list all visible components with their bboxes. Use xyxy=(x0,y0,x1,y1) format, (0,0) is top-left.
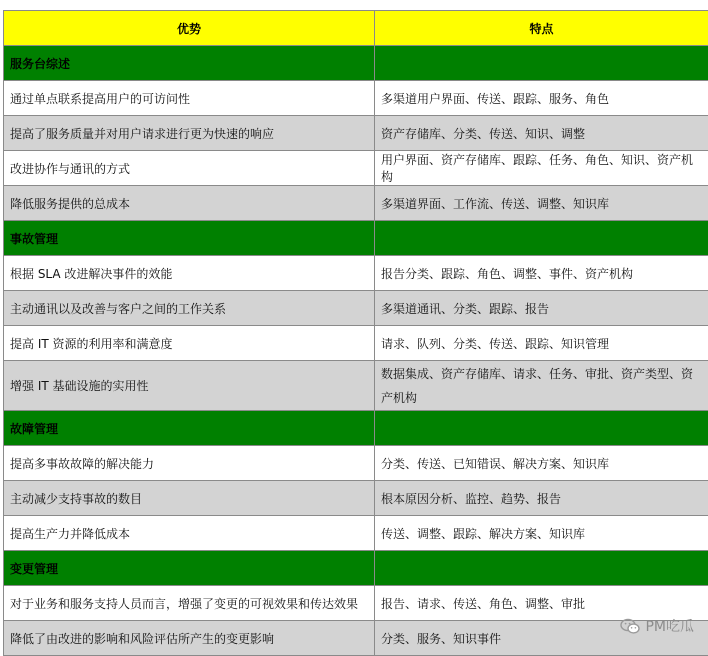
feature-cell: 请求、队列、分类、传送、跟踪、知识管理 xyxy=(375,326,708,361)
advantage-cell: 通过单点联系提高用户的可访问性 xyxy=(4,81,375,116)
advantage-cell: 提高多事故故障的解决能力 xyxy=(4,446,375,481)
feature-cell: 多渠道界面、工作流、传送、调整、知识库 xyxy=(375,186,708,221)
section-row xyxy=(4,551,708,586)
feature-cell: 多渠道用户界面、传送、跟踪、服务、角色 xyxy=(375,81,708,116)
table-row xyxy=(4,186,708,221)
section-row xyxy=(4,221,708,256)
table-row xyxy=(4,116,708,151)
advantage-cell: 主动通讯以及改善与客户之间的工作关系 xyxy=(4,291,375,326)
table-row xyxy=(4,586,708,621)
table-row xyxy=(4,361,708,411)
advantage-cell: 对于业务和服务支持人员而言，增强了变更的可视效果和传达效果 xyxy=(4,586,375,621)
table-row xyxy=(4,446,708,481)
advantage-cell: 根据 SLA 改进解决事件的效能 xyxy=(4,256,375,291)
table-row xyxy=(4,326,708,361)
feature-cell: 报告、请求、传送、角色、调整、审批 xyxy=(375,586,708,621)
advantage-cell: 提高生产力并降低成本 xyxy=(4,516,375,551)
section-title: 事故管理 xyxy=(4,221,375,256)
table-row xyxy=(4,516,708,551)
advantage-cell: 降低服务提供的总成本 xyxy=(4,186,375,221)
section-title: 变更管理 xyxy=(4,551,375,586)
table-row xyxy=(4,291,708,326)
advantage-cell: 主动减少支持事故的数目 xyxy=(4,481,375,516)
feature-cell: 分类、传送、已知错误、解决方案、知识库 xyxy=(375,446,708,481)
table-row xyxy=(4,256,708,291)
table-row xyxy=(4,81,708,116)
advantage-cell: 提高 IT 资源的利用率和满意度 xyxy=(4,326,375,361)
advantage-cell: 降低了由改进的影响和风险评估所产生的变更影响 xyxy=(4,621,375,656)
table-row xyxy=(4,481,708,516)
comparison-table xyxy=(3,10,708,656)
section-title: 故障管理 xyxy=(4,411,375,446)
header-feature: 特点 xyxy=(375,11,708,46)
feature-cell: 多渠道通讯、分类、跟踪、报告 xyxy=(375,291,708,326)
feature-cell: 资产存储库、分类、传送、知识、调整 xyxy=(375,116,708,151)
feature-cell: 分类、服务、知识事件 xyxy=(375,621,708,656)
feature-cell: 数据集成、资产存储库、请求、任务、审批、资产类型、资产机构 xyxy=(375,361,708,411)
section-title: 服务台综述 xyxy=(4,46,375,81)
section-row xyxy=(4,46,708,81)
advantage-cell: 改进协作与通讯的方式 xyxy=(4,151,375,186)
header-row xyxy=(4,11,708,46)
section-row xyxy=(4,411,708,446)
watermark-text: PM吃瓜 xyxy=(645,616,694,636)
feature-cell: 用户界面、资产存储库、跟踪、任务、角色、知识、资产机构 xyxy=(375,151,708,186)
table-row xyxy=(4,151,708,186)
advantage-cell: 提高了服务质量并对用户请求进行更为快速的响应 xyxy=(4,116,375,151)
feature-cell: 报告分类、跟踪、角色、调整、事件、资产机构 xyxy=(375,256,708,291)
watermark xyxy=(620,616,694,636)
header-advantage: 优势 xyxy=(4,11,375,46)
feature-cell: 根本原因分析、监控、趋势、报告 xyxy=(375,481,708,516)
wechat-icon xyxy=(620,618,640,635)
advantage-cell: 增强 IT 基础设施的实用性 xyxy=(4,361,375,411)
table-row xyxy=(4,621,708,656)
feature-cell: 传送、调整、跟踪、解决方案、知识库 xyxy=(375,516,708,551)
